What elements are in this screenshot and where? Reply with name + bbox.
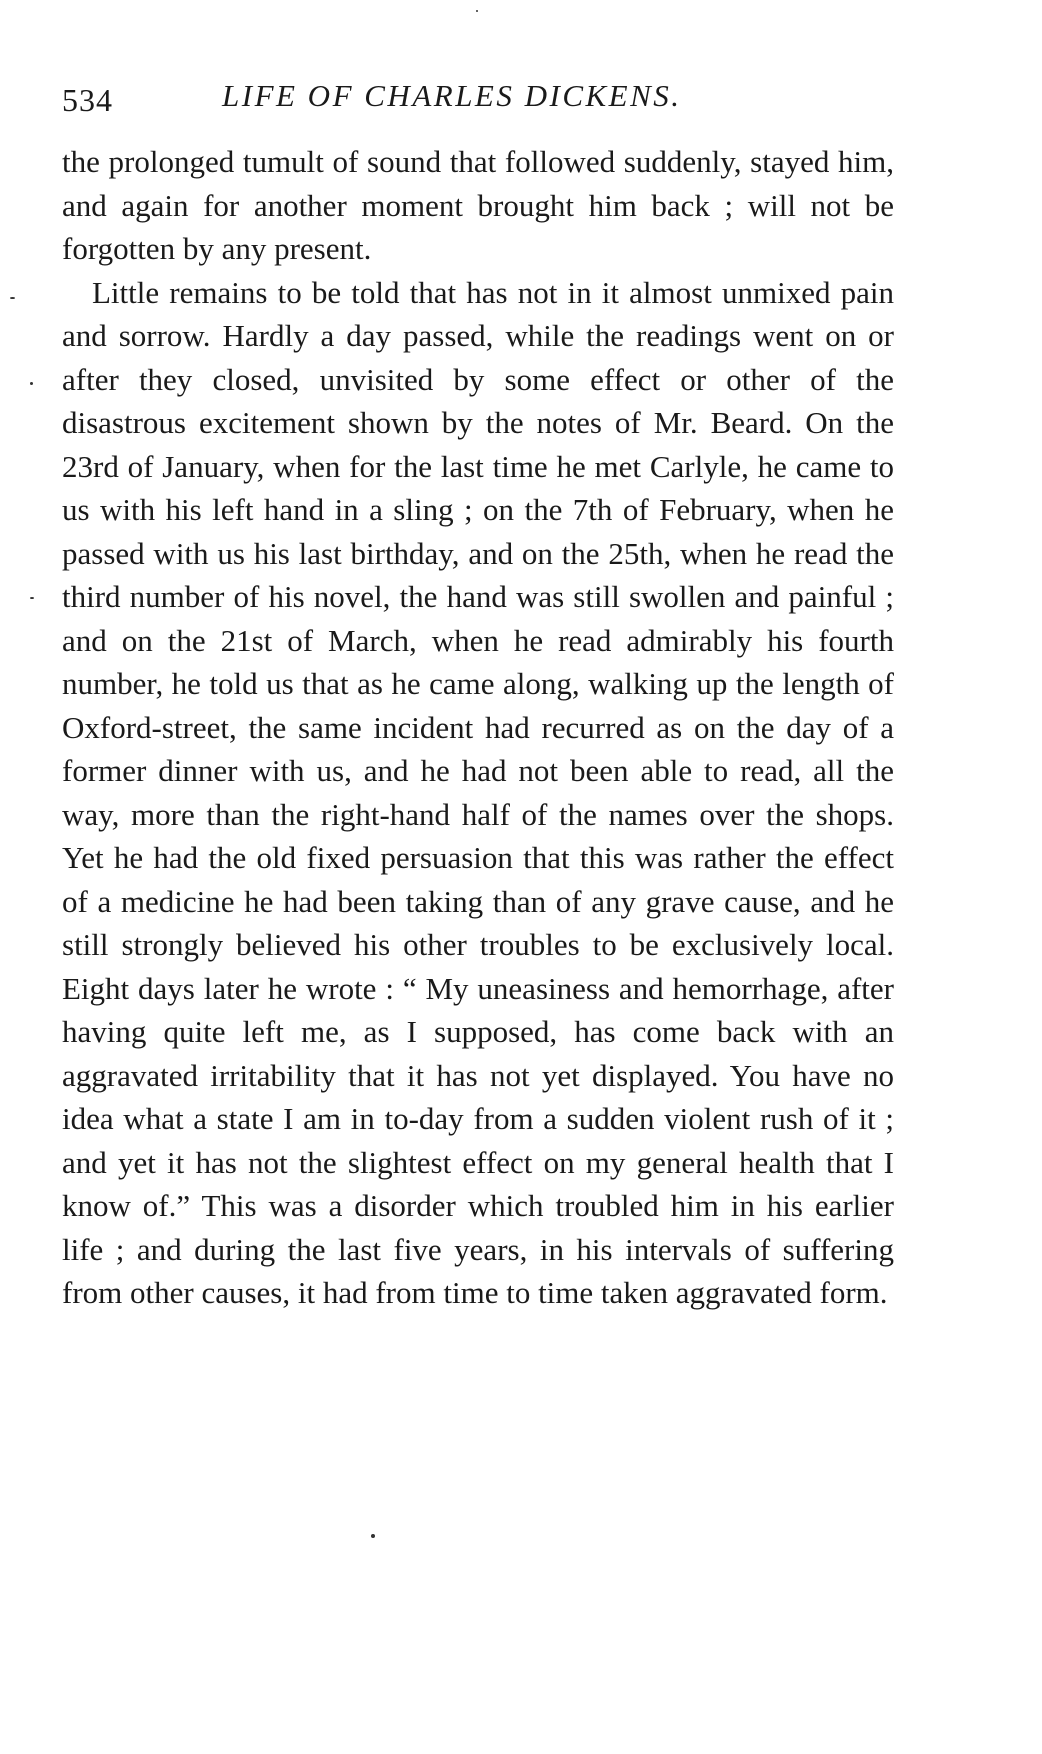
margin-speck: [10, 297, 15, 299]
book-title: LIFE OF CHARLES DICKENS.: [222, 78, 682, 113]
paragraph-continued: the prolonged tumult of sound that followed suddenly, stayed him, and again for another moment brought him back ; will not be forgotten by any present.: [62, 144, 894, 266]
running-head: [62, 78, 902, 128]
paragraph-main: Little remains to be told that has not in it almost unmixed pain and sorrow. Hardly a day passed, while the readings went on or after they closed, unvisited by some effect or other of the disastrous excitement shown by the notes of Mr. Beard. On the 23rd of January, when for the last time he met Carlyle, he came to us with his left hand in a sling ; on the 7th of February, when he passed with us his last birthday, and on the 25th, when he read the third number of his novel, the hand was still swollen and painful ; and on the 21st of March, when he read admirably his fourth number, he told us that as he came along, walking up the length of Oxford-street, the same incident had recurred as on the day of a former dinner with us, and he had not been able to read, all the way, more than the right-hand half of the names over the shops. Yet he had the old fixed persuasion that this was rather the effect of a medicine he had been taking than of any grave cause, and he still strongly believed his other troubles to be exclusively local. Eight days later he wrote : “ My uneasiness and hemorrhage, after having quite left me, as I supposed, has come back with an aggravated irritability that it has not yet displayed. You have no idea what a state I am in to-day from a sudden violent rush of it ; and yet it has not the slightest effect on my general health that I know of.” This was a disorder which troubled him in his earlier life ; and during the last five years, in his intervals of suffering from other causes, it had from time to time taken aggravated form.: [62, 274, 894, 1310]
body-text: [62, 140, 894, 1315]
margin-speck: [30, 382, 33, 385]
margin-speck: [371, 1534, 375, 1538]
margin-speck: [30, 597, 34, 599]
page-number: 534: [62, 82, 113, 118]
margin-speck: [476, 10, 478, 12]
